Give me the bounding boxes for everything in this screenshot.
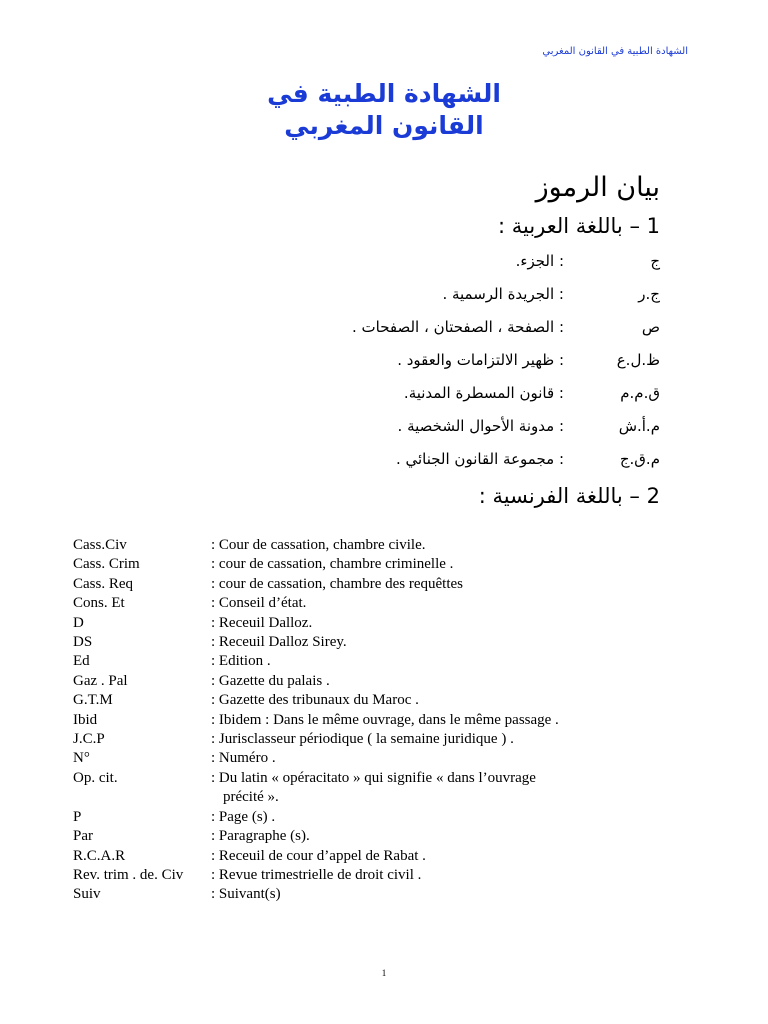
french-definition: : Suivant(s) — [211, 886, 281, 903]
french-abbreviation: N° — [73, 750, 90, 767]
french-definition: : Ibidem : Dans le même ouvrage, dans le même passage . — [211, 711, 559, 728]
page-number: 1 — [381, 968, 387, 978]
french-abbreviation: Cons. Et — [73, 595, 125, 612]
arabic-definition: : الجزء. — [515, 252, 564, 270]
french-abbreviation-row — [73, 652, 693, 671]
arabic-abbreviation-row — [220, 312, 660, 345]
french-abbreviation-row — [73, 808, 693, 827]
arabic-abbreviation-row — [220, 444, 660, 477]
french-definition: : Receuil de cour d’appel de Rabat . — [211, 847, 426, 864]
french-section-heading: 2 – باللغة الفرنسية : — [478, 484, 660, 508]
french-abbreviation: Suiv — [73, 886, 101, 903]
french-abbreviation: Op. cit. — [73, 769, 118, 786]
french-definition: : Cour de cassation, chambre civile. — [211, 537, 426, 553]
french-definition-continuation: précité ». — [223, 789, 279, 806]
french-abbreviation-row — [73, 594, 693, 613]
arabic-definition: : مجموعة القانون الجنائي . — [395, 450, 564, 468]
arabic-abbreviation-row — [220, 411, 660, 444]
french-abbreviation: G.T.M — [73, 692, 113, 709]
french-abbreviation-row — [73, 866, 693, 885]
arabic-abbreviation: م.أ.ش — [618, 417, 660, 435]
french-abbreviation: Cass.Civ — [73, 537, 127, 553]
french-definition: : cour de cassation, chambre criminelle . — [211, 556, 454, 573]
arabic-definition: : قانون المسطرة المدنية. — [403, 384, 564, 402]
french-definition: : Receuil Dalloz. — [211, 614, 313, 631]
arabic-abbreviation-row — [220, 345, 660, 378]
arabic-abbreviation-row — [220, 279, 660, 312]
french-abbreviation: DS — [73, 634, 93, 651]
french-definition: : Gazette des tribunaux du Maroc . — [211, 692, 419, 709]
french-definition: : cour de cassation, chambre des requêttes — [211, 575, 463, 592]
french-definition: : Gazette du palais . — [211, 672, 330, 689]
arabic-abbreviation-row — [220, 378, 660, 411]
french-abbreviation-row — [73, 769, 693, 808]
french-abbreviation-row — [73, 672, 693, 691]
french-abbreviation: Cass. Req — [73, 575, 133, 592]
french-definition: : Edition . — [211, 653, 271, 670]
french-abbreviation: J.C.P — [73, 731, 105, 748]
symbols-heading: بيان الرموز — [535, 172, 660, 203]
french-abbreviation: Ed — [73, 653, 90, 670]
arabic-definition: : الصفحة ، الصفحتان ، الصفحات . — [351, 318, 564, 336]
arabic-section-heading: 1 – باللغة العربية : — [497, 214, 660, 238]
french-abbreviation-row — [73, 827, 693, 846]
arabic-abbreviation: ج.ر — [638, 285, 660, 303]
arabic-abbreviation: ق.م.م — [620, 384, 660, 402]
arabic-abbreviation: ظ.ل.ع — [616, 351, 660, 369]
french-abbreviation-row — [73, 711, 693, 730]
arabic-definition: : الجريدة الرسمية . — [442, 285, 564, 303]
french-abbreviation: Rev. trim . de. Civ — [73, 866, 184, 883]
french-abbreviation-row — [73, 749, 693, 768]
french-abbreviation-row — [73, 633, 693, 652]
french-abbreviation-row — [73, 555, 693, 574]
title-line-1: الشهادة الطبية في — [267, 79, 501, 108]
french-abbreviation: P — [73, 808, 82, 825]
french-definition: : Paragraphe (s). — [211, 828, 310, 845]
french-abbreviation: Ibid — [73, 711, 98, 728]
arabic-abbreviation: ج — [650, 252, 660, 270]
arabic-abbreviation-row — [220, 246, 660, 279]
running-header: الشهادة الطبية في القانون المغربي — [542, 46, 688, 57]
arabic-definition: : ظهير الالتزامات والعقود . — [397, 351, 564, 369]
arabic-abbreviation-list — [220, 246, 660, 477]
french-definition: : Numéro . — [211, 750, 276, 767]
arabic-abbreviation: ص — [641, 318, 660, 336]
french-abbreviation: D — [73, 614, 84, 631]
french-definition: : Du latin « opéracitato » qui signifie « dans l’ouvrage précité ». — [211, 769, 693, 808]
arabic-definition: : مدونة الأحوال الشخصية . — [397, 417, 564, 435]
french-abbreviation-row — [73, 885, 693, 904]
french-definition: : Jurisclasseur périodique ( la semaine juridique ) . — [211, 731, 514, 748]
french-abbreviation-row — [73, 847, 693, 866]
french-abbreviation: R.C.A.R — [73, 847, 126, 864]
french-abbreviation: Par — [73, 828, 93, 845]
french-abbreviation: Cass. Crim — [73, 556, 140, 573]
french-abbreviation-list — [73, 536, 693, 905]
french-abbreviation-row — [73, 575, 693, 594]
document-title — [0, 78, 768, 142]
french-definition: : Page (s) . — [211, 808, 276, 825]
french-abbreviation-row — [73, 691, 693, 710]
french-definition: : Receuil Dalloz Sirey. — [211, 634, 347, 651]
french-abbreviation: Gaz . Pal — [73, 672, 128, 689]
arabic-abbreviation: م.ق.ج — [619, 450, 660, 468]
french-abbreviation-row — [73, 614, 693, 633]
french-abbreviation-row — [73, 730, 693, 749]
french-definition: : Conseil d’état. — [211, 595, 307, 612]
title-line-2: القانون المغربي — [284, 111, 484, 140]
french-abbreviation-row — [73, 536, 693, 555]
french-definition: : Revue trimestrielle de droit civil . — [211, 866, 422, 883]
